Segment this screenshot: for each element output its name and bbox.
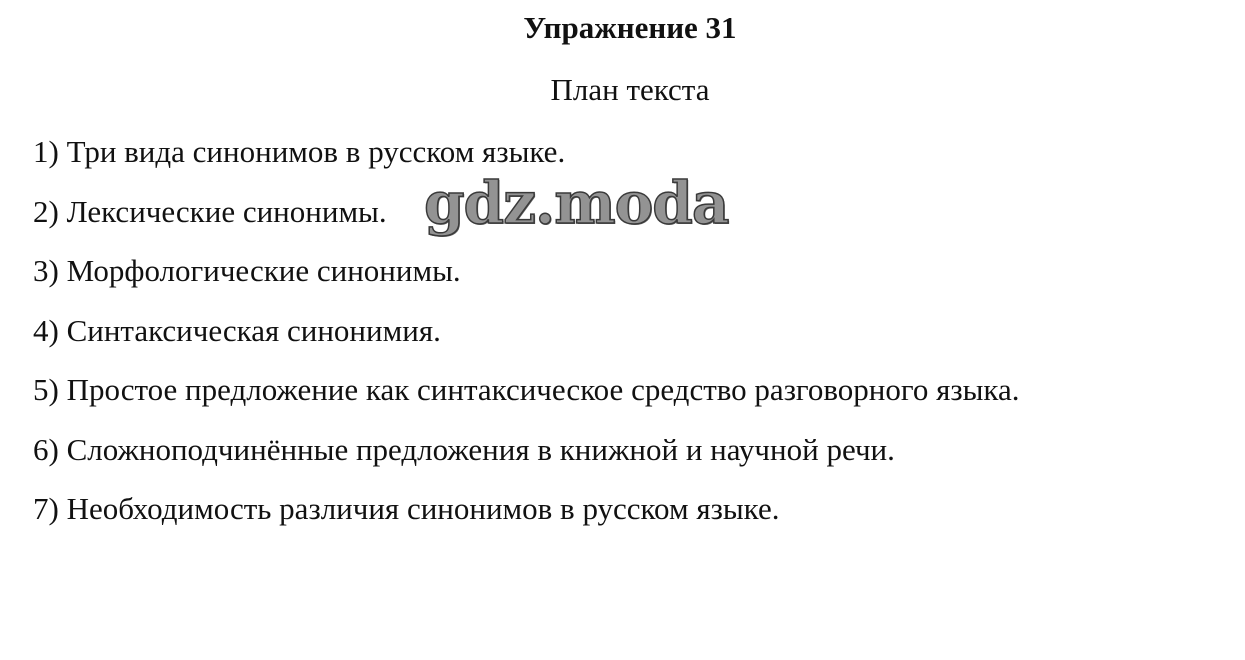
exercise-title: Упражнение 31 (523, 10, 737, 45)
plan-item-6: 6) Сложноподчинённые предложения в книжной и научной речи. (33, 431, 895, 467)
plan-heading: План текста (550, 72, 710, 107)
plan-item-5: 5) Простое предложение как синтаксическое средство разговорного языка. (33, 372, 1020, 407)
plan-item-3: 3) Морфологические синонимы. (33, 253, 461, 288)
plan-item-1: 1) Три вида синонимов в русском языке. (33, 134, 566, 169)
plan-item-4: 4) Синтаксическая синонимия. (33, 312, 441, 348)
plan-item-7: 7) Необходимость различия синонимов в русском языке. (33, 491, 780, 526)
watermark-logo: gdz.moda (424, 169, 729, 237)
plan-item-2: 2) Лексические синонимы. (33, 193, 387, 229)
